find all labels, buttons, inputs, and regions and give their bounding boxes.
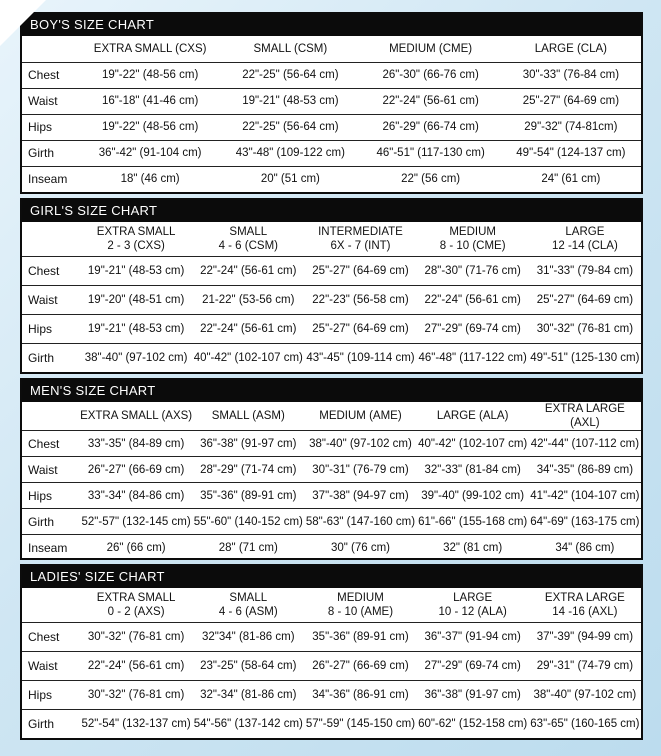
size-range: 0 - 2 (AXS) — [107, 605, 165, 618]
measurement-value: 26" (66 cm) — [80, 535, 192, 561]
size-name: EXTRA LARGE — [544, 591, 625, 604]
measurement-value: 30"-32" (76-81 cm) — [80, 680, 192, 709]
size-column-header — [501, 36, 641, 62]
measurement-value: 25"-27" (64-69 cm) — [529, 285, 641, 314]
measurement-value: 35"-36" (89-91 cm) — [304, 622, 416, 651]
header-row — [22, 36, 641, 62]
size-name: LARGE — [565, 225, 605, 238]
measurement-label: Girth — [22, 509, 80, 535]
size-name: LARGE (CLA) — [534, 42, 607, 55]
measurement-row — [22, 314, 641, 343]
measurement-value: 28"-29" (71-74 cm) — [192, 457, 304, 483]
measurement-value: 19"-22" (48-56 cm) — [80, 114, 220, 140]
measurement-value: 23"-25" (58-64 cm) — [192, 651, 304, 680]
measurement-value: 26"-29" (66-74 cm) — [361, 114, 501, 140]
measurement-value: 36"-38" (91-97 cm) — [417, 680, 529, 709]
size-name: MEDIUM (CME) — [389, 42, 473, 55]
boys-size-chart — [20, 12, 643, 194]
measurement-value: 22"-24" (56-61 cm) — [192, 314, 304, 343]
measurement-value: 22"-24" (56-61 cm) — [417, 285, 529, 314]
measurement-row — [22, 88, 641, 114]
size-range: 10 - 12 (ALA) — [438, 605, 507, 618]
measurement-label: Chest — [22, 62, 80, 88]
size-column-header — [192, 402, 304, 431]
measurement-row — [22, 709, 641, 738]
measurement-row — [22, 509, 641, 535]
size-table — [22, 222, 641, 372]
measurement-value: 25"-27" (64-69 cm) — [501, 88, 641, 114]
measurement-value: 32"-34" (81-86 cm) — [192, 680, 304, 709]
measurement-value: 36"-38" (91-97 cm) — [192, 431, 304, 457]
measurement-row — [22, 256, 641, 285]
measurement-value: 27"-29" (69-74 cm) — [417, 314, 529, 343]
measurement-value: 28" (71 cm) — [192, 535, 304, 561]
size-column-header — [417, 402, 529, 431]
measurement-value: 29"-32" (74-81cm) — [501, 114, 641, 140]
header-row — [22, 588, 641, 622]
measurement-label: Hips — [22, 114, 80, 140]
measurement-value: 20" (51 cm) — [220, 166, 360, 192]
measurement-value: 30"-31" (76-79 cm) — [304, 457, 416, 483]
ladies-size-chart — [20, 564, 643, 740]
measurement-value: 22"-24" (56-61 cm) — [192, 256, 304, 285]
measurement-value: 61"-66" (155-168 cm) — [417, 509, 529, 535]
measurement-value: 49"-54" (124-137 cm) — [501, 140, 641, 166]
header-corner — [22, 222, 80, 256]
measurement-row — [22, 431, 641, 457]
size-table — [22, 402, 641, 561]
measurement-value: 25"-27" (64-69 cm) — [304, 256, 416, 285]
measurement-value: 58"-63" (147-160 cm) — [304, 509, 416, 535]
header-row — [22, 402, 641, 431]
measurement-row — [22, 140, 641, 166]
measurement-label: Inseam — [22, 166, 80, 192]
measurement-value: 34"-35" (86-89 cm) — [529, 457, 641, 483]
measurement-value: 52"-57" (132-145 cm) — [80, 509, 192, 535]
size-name: MEDIUM — [337, 591, 384, 604]
size-name: EXTRA SMALL — [96, 591, 176, 604]
measurement-value: 37"-39" (94-99 cm) — [529, 622, 641, 651]
measurement-label: Chest — [22, 622, 80, 651]
measurement-value: 16"-18" (41-46 cm) — [80, 88, 220, 114]
size-range: 14 -16 (AXL) — [552, 605, 618, 618]
size-range: 8 - 10 (CME) — [439, 239, 506, 252]
measurement-value: 54"-56" (137-142 cm) — [192, 709, 304, 738]
measurement-value: 38"-40" (97-102 cm) — [529, 680, 641, 709]
size-column-header — [220, 36, 360, 62]
size-range: 8 - 10 (AME) — [327, 605, 394, 618]
size-column-header — [80, 402, 192, 431]
size-name: EXTRA SMALL (CXS) — [93, 42, 207, 55]
size-name: EXTRA LARGE (AXL) — [544, 403, 625, 429]
size-name: INTERMEDIATE — [318, 225, 403, 238]
measurement-value: 43"-48" (109-122 cm) — [220, 140, 360, 166]
section-title: BOY'S SIZE CHART — [22, 14, 641, 36]
measurement-value: 22"-24" (56-61 cm) — [361, 88, 501, 114]
size-column-header — [417, 588, 529, 622]
size-column-header — [304, 588, 416, 622]
measurement-value: 30"-32" (76-81 cm) — [80, 622, 192, 651]
measurement-row — [22, 680, 641, 709]
measurement-row — [22, 483, 641, 509]
mens-size-chart — [20, 378, 643, 560]
section-title: GIRL'S SIZE CHART — [22, 200, 641, 222]
measurement-value: 30"-33" (76-84 cm) — [501, 62, 641, 88]
measurement-value: 33"-35" (84-89 cm) — [80, 431, 192, 457]
page-corner-fold — [0, 0, 46, 46]
measurement-value: 26"-27" (66-69 cm) — [80, 457, 192, 483]
measurement-value: 19"-21" (48-53 cm) — [80, 256, 192, 285]
measurement-value: 22"-24" (56-61 cm) — [80, 651, 192, 680]
measurement-value: 26"-30" (66-76 cm) — [361, 62, 501, 88]
size-column-header — [80, 36, 220, 62]
measurement-value: 22"-25" (56-64 cm) — [220, 114, 360, 140]
size-range: 4 - 6 (CSM) — [218, 239, 278, 252]
measurement-value: 31"-33" (79-84 cm) — [529, 256, 641, 285]
measurement-value: 32"34" (81-86 cm) — [192, 622, 304, 651]
measurement-label: Hips — [22, 314, 80, 343]
measurement-value: 32" (81 cm) — [417, 535, 529, 561]
size-column-header — [529, 402, 641, 431]
measurement-value: 46"-51" (117-130 cm) — [361, 140, 501, 166]
size-column-header — [304, 222, 416, 256]
measurement-label: Hips — [22, 483, 80, 509]
measurement-value: 18" (46 cm) — [80, 166, 220, 192]
measurement-value: 49"-51" (125-130 cm) — [529, 343, 641, 372]
measurement-value: 22"-25" (56-64 cm) — [220, 62, 360, 88]
size-column-header — [529, 222, 641, 256]
measurement-value: 60"-62" (152-158 cm) — [417, 709, 529, 738]
size-column-header — [529, 588, 641, 622]
size-name: LARGE (ALA) — [436, 410, 509, 422]
measurement-value: 28"-30" (71-76 cm) — [417, 256, 529, 285]
measurement-label: Waist — [22, 285, 80, 314]
size-name: EXTRA SMALL (AXS) — [80, 410, 193, 422]
girls-size-chart — [20, 198, 643, 374]
measurement-label: Girth — [22, 343, 80, 372]
size-range: 12 -14 (CLA) — [551, 239, 618, 252]
measurement-value: 52"-54" (132-137 cm) — [80, 709, 192, 738]
measurement-value: 38"-40" (97-102 cm) — [80, 343, 192, 372]
measurement-value: 34"-36" (86-91 cm) — [304, 680, 416, 709]
measurement-label: Girth — [22, 140, 80, 166]
measurement-value: 25"-27" (64-69 cm) — [304, 314, 416, 343]
measurement-value: 40"-42" (102-107 cm) — [417, 431, 529, 457]
measurement-label: Chest — [22, 431, 80, 457]
size-range: 2 - 3 (CXS) — [107, 239, 165, 252]
measurement-value: 46"-48" (117-122 cm) — [417, 343, 529, 372]
size-column-header — [417, 222, 529, 256]
size-column-header — [80, 588, 192, 622]
size-name: LARGE — [453, 591, 493, 604]
size-name: SMALL (CSM) — [253, 42, 328, 55]
measurement-row — [22, 651, 641, 680]
measurement-value: 37"-38" (94-97 cm) — [304, 483, 416, 509]
measurement-row — [22, 166, 641, 192]
size-name: SMALL — [229, 591, 268, 604]
header-corner — [22, 402, 80, 431]
measurement-value: 30" (76 cm) — [304, 535, 416, 561]
size-column-header — [361, 36, 501, 62]
measurement-value: 34" (86 cm) — [529, 535, 641, 561]
header-row — [22, 222, 641, 256]
size-range: 4 - 6 (ASM) — [218, 605, 278, 618]
measurement-value: 22" (56 cm) — [361, 166, 501, 192]
measurement-value: 19"-22" (48-56 cm) — [80, 62, 220, 88]
measurement-value: 43"-45" (109-114 cm) — [304, 343, 416, 372]
measurement-value: 26"-27" (66-69 cm) — [304, 651, 416, 680]
size-table — [22, 36, 641, 192]
measurement-value: 21-22" (53-56 cm) — [192, 285, 304, 314]
measurement-value: 35"-36" (89-91 cm) — [192, 483, 304, 509]
measurement-label: Girth — [22, 709, 80, 738]
size-column-header — [192, 222, 304, 256]
measurement-value: 36"-42" (91-104 cm) — [80, 140, 220, 166]
measurement-value: 24" (61 cm) — [501, 166, 641, 192]
measurement-value: 36"-37" (91-94 cm) — [417, 622, 529, 651]
measurement-value: 41"-42" (104-107 cm) — [529, 483, 641, 509]
measurement-row — [22, 62, 641, 88]
measurement-row — [22, 622, 641, 651]
measurement-row — [22, 343, 641, 372]
measurement-label: Hips — [22, 680, 80, 709]
measurement-value: 19"-21" (48-53 cm) — [220, 88, 360, 114]
size-table — [22, 588, 641, 738]
measurement-label: Waist — [22, 88, 80, 114]
measurement-value: 33"-34" (84-86 cm) — [80, 483, 192, 509]
measurement-value: 63"-65" (160-165 cm) — [529, 709, 641, 738]
measurement-value: 30"-32" (76-81 cm) — [529, 314, 641, 343]
section-title: MEN'S SIZE CHART — [22, 380, 641, 402]
size-column-header — [304, 402, 416, 431]
header-corner — [22, 588, 80, 622]
measurement-row — [22, 535, 641, 561]
measurement-value: 39"-40" (99-102 cm) — [417, 483, 529, 509]
measurement-label: Inseam — [22, 535, 80, 561]
measurement-value: 19"-21" (48-53 cm) — [80, 314, 192, 343]
measurement-row — [22, 457, 641, 483]
size-name: SMALL (ASM) — [211, 410, 285, 422]
measurement-label: Waist — [22, 651, 80, 680]
measurement-value: 29"-31" (74-79 cm) — [529, 651, 641, 680]
size-name: EXTRA SMALL — [96, 225, 176, 238]
measurement-label: Waist — [22, 457, 80, 483]
measurement-value: 27"-29" (69-74 cm) — [417, 651, 529, 680]
measurement-value: 64"-69" (163-175 cm) — [529, 509, 641, 535]
measurement-value: 32"-33" (81-84 cm) — [417, 457, 529, 483]
size-name: SMALL — [229, 225, 268, 238]
size-column-header — [80, 222, 192, 256]
size-name: MEDIUM (AME) — [319, 410, 402, 422]
size-range: 6X - 7 (INT) — [330, 239, 391, 252]
section-title: LADIES' SIZE CHART — [22, 566, 641, 588]
size-column-header — [192, 588, 304, 622]
measurement-value: 38"-40" (97-102 cm) — [304, 431, 416, 457]
measurement-value: 42"-44" (107-112 cm) — [529, 431, 641, 457]
measurement-value: 55"-60" (140-152 cm) — [192, 509, 304, 535]
measurement-row — [22, 285, 641, 314]
measurement-value: 57"-59" (145-150 cm) — [304, 709, 416, 738]
measurement-value: 19"-20" (48-51 cm) — [80, 285, 192, 314]
size-name: MEDIUM — [449, 225, 496, 238]
measurement-label: Chest — [22, 256, 80, 285]
measurement-row — [22, 114, 641, 140]
measurement-value: 22"-23" (56-58 cm) — [304, 285, 416, 314]
measurement-value: 40"-42" (102-107 cm) — [192, 343, 304, 372]
